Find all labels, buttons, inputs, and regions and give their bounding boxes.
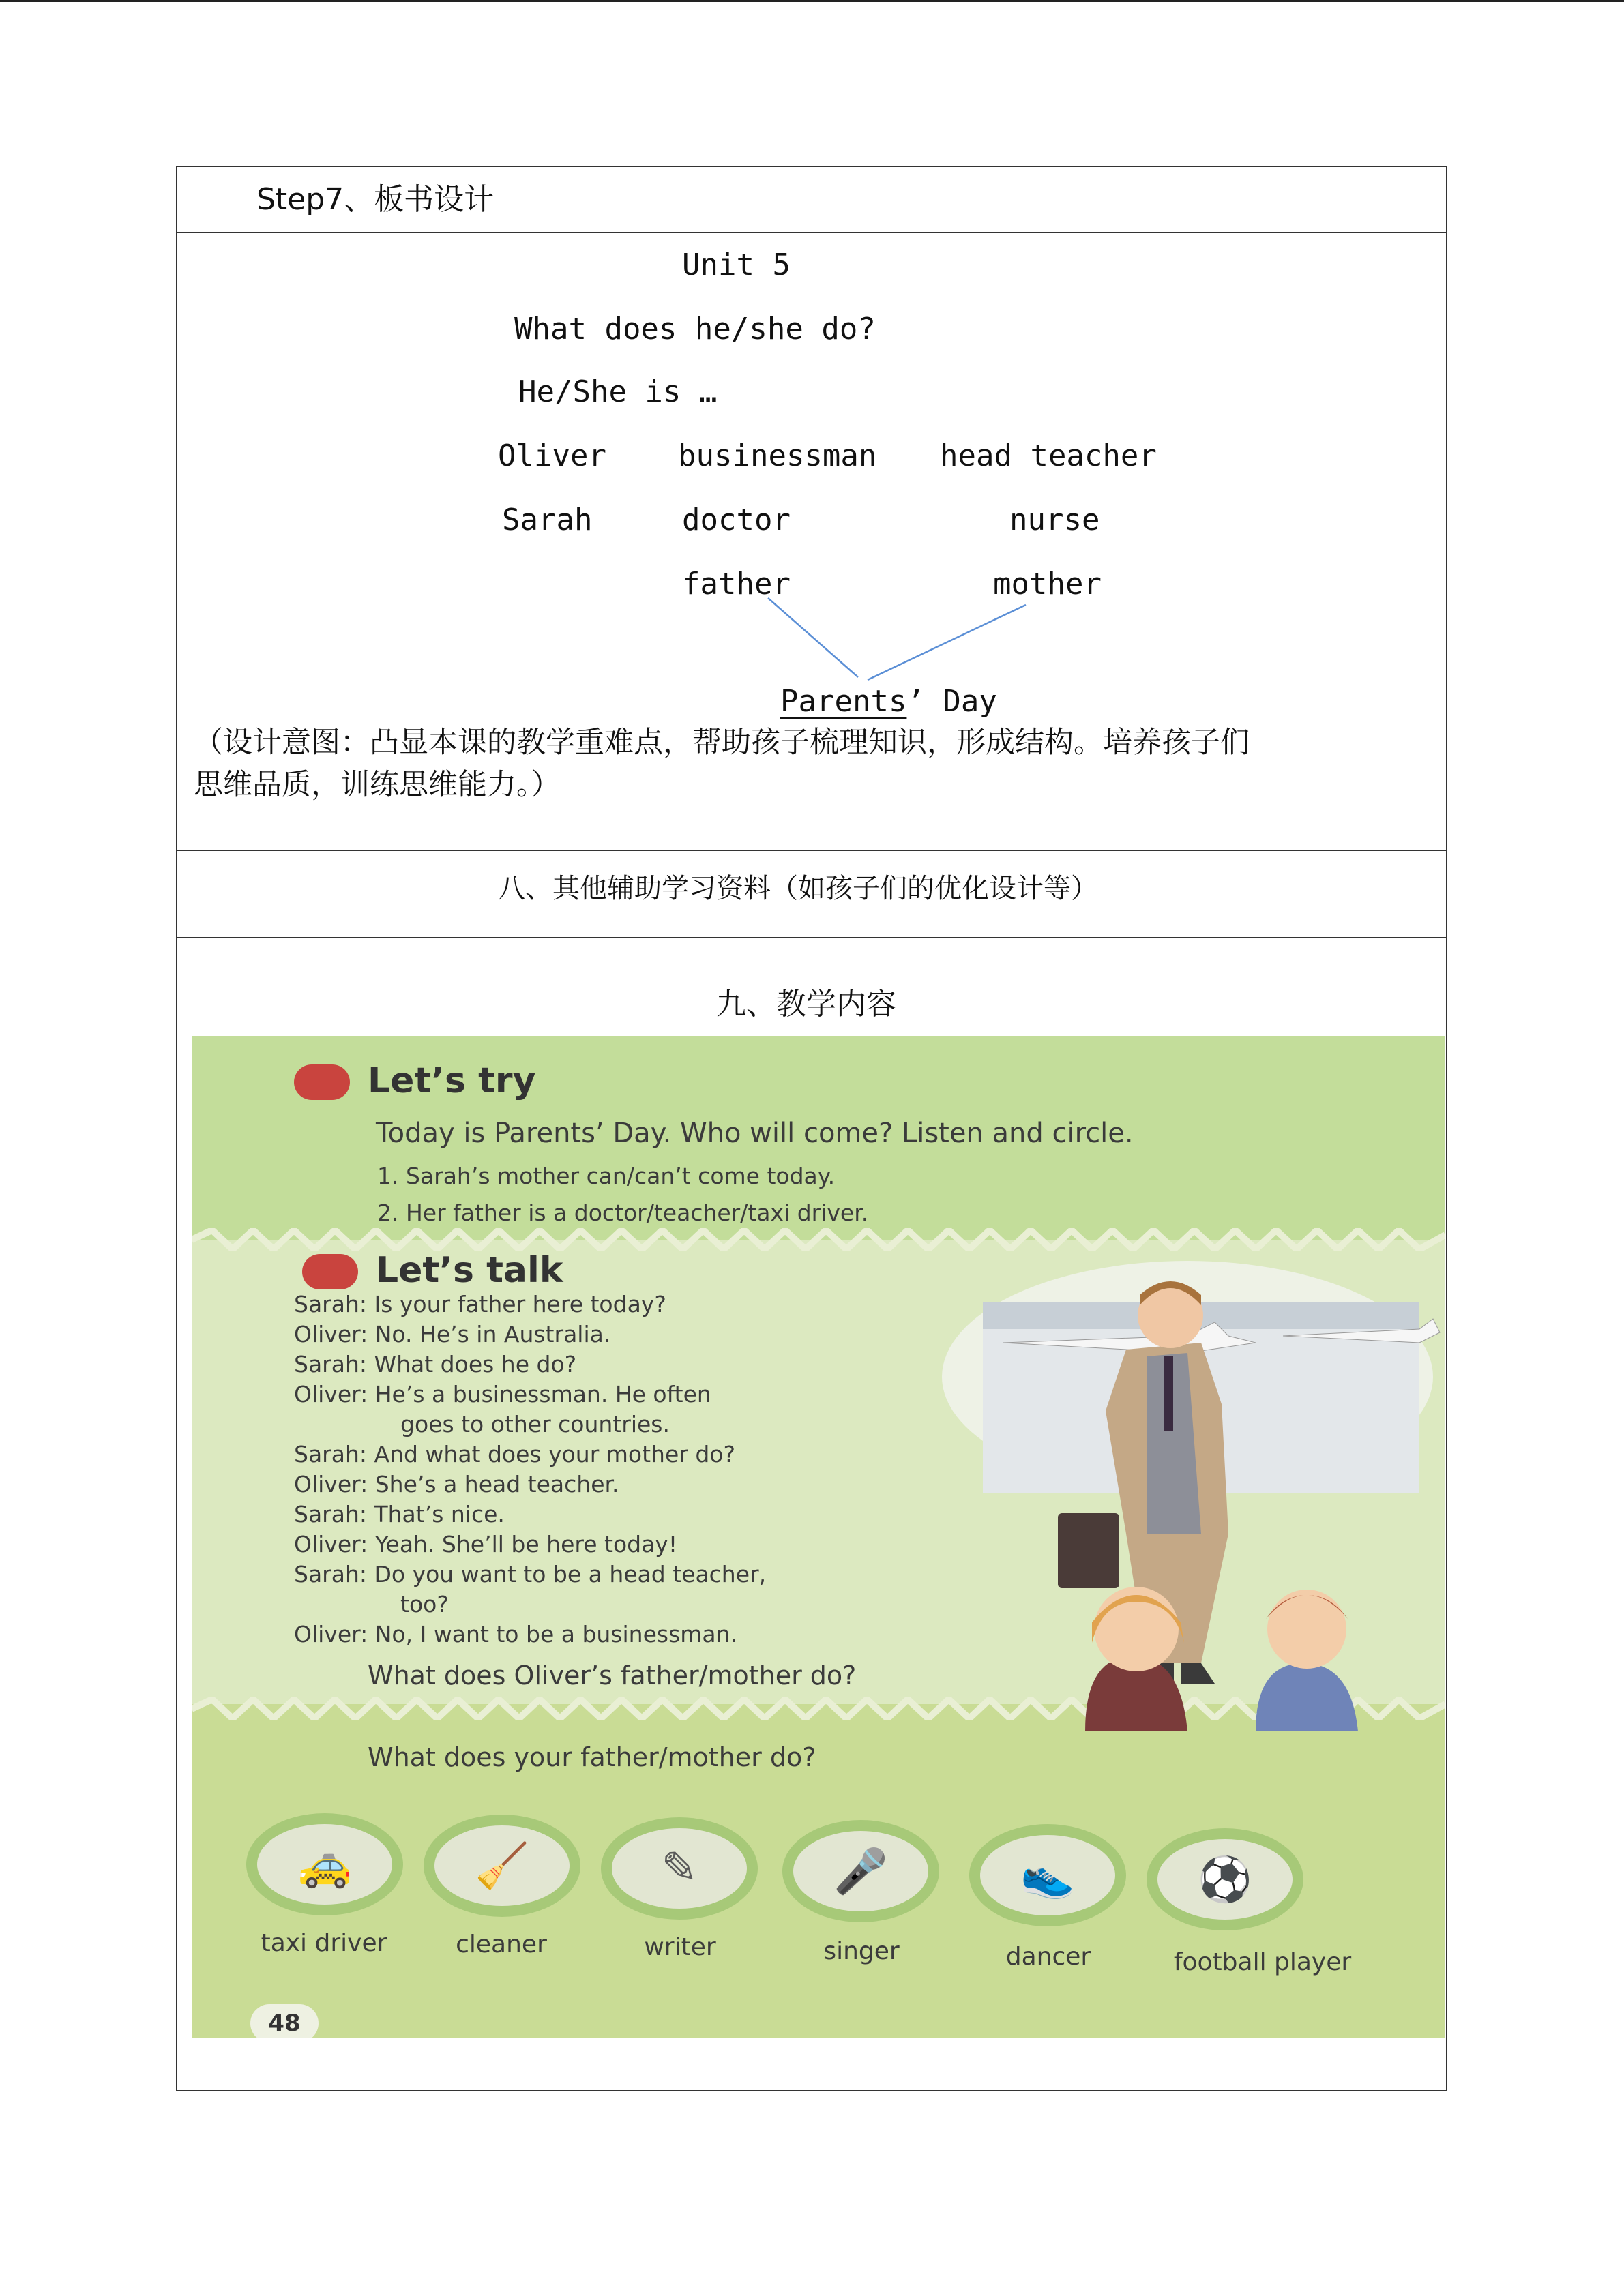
dialogue-line: Oliver: She’s a head teacher. [294, 1471, 619, 1497]
dialogue-line: goes to other countries. [400, 1411, 670, 1437]
lesson-table [176, 166, 1447, 2091]
page-number: 48 [250, 2004, 319, 2038]
dialogue-line: Sarah: And what does your mother do? [294, 1441, 735, 1467]
board-day: ’ Day [906, 684, 997, 719]
job-label-writer: writer [644, 1933, 716, 1961]
job-label-taxi-driver: taxi driver [261, 1929, 387, 1957]
design-intent-line2: 思维品质，训练思维能力。） [194, 768, 561, 802]
dialogue-line: Oliver: No. He’s in Australia. [294, 1321, 611, 1347]
board-job-head-teacher: head teacher [940, 438, 1157, 473]
jobs-question: What does your father/mother do? [368, 1742, 816, 1772]
section8-title: 八、其他辅助学习资料（如孩子们的优化设计等） [498, 873, 1098, 904]
dialogue-line: Sarah: That’s nice. [294, 1501, 505, 1527]
dialogue-line: Oliver: He’s a businessman. He often [294, 1381, 711, 1407]
step-header: Step7、板书设计 [256, 182, 494, 217]
dialogue-line: Sarah: Do you want to be a head teacher, [294, 1561, 767, 1587]
job-label-dancer: dancer [1005, 1943, 1091, 1971]
dialogue-line: Oliver: No, I want to be a businessman. [294, 1621, 738, 1648]
board-word-father: father [682, 567, 791, 601]
dialogue-line: too? [400, 1591, 449, 1617]
page-top-border [0, 0, 1624, 2]
board-word-mother: mother [993, 567, 1102, 601]
lets-try-badge-icon [294, 1064, 350, 1100]
textbook-photo [192, 1036, 1445, 2038]
board-parents-day [780, 683, 997, 721]
design-intent-line1: （设计意图：凸显本课的教学重难点，帮助孩子梳理知识，形成结构。培养孩子们 [194, 726, 1250, 760]
dialogue-line: Sarah: Is your father here today? [294, 1291, 666, 1317]
bucket-mop-icon: 🧹 [424, 1815, 580, 1917]
board-parents-underlined: Parents [780, 684, 907, 719]
lets-talk-title: Let’s talk [376, 1250, 563, 1291]
row-divider [177, 850, 1446, 851]
lets-talk-badge-icon [302, 1254, 358, 1289]
board-job-doctor: doctor [682, 503, 791, 537]
taxi-icon: 🚕 [246, 1813, 403, 1915]
dialogue-line: Oliver: Yeah. She’ll be here today! [294, 1531, 678, 1557]
lets-try-q1: 1. Sarah’s mother can/can’t come today. [377, 1163, 836, 1189]
board-name-sarah: Sarah [502, 503, 593, 537]
ballet-shoes-icon: 👟 [969, 1824, 1126, 1926]
board-question: What does he/she do? [514, 312, 876, 346]
lets-try-title: Let’s try [368, 1060, 536, 1101]
job-label-cleaner: cleaner [456, 1930, 547, 1958]
dialogue-line: Sarah: What does he do? [294, 1351, 577, 1377]
lets-try-intro: Today is Parents’ Day. Who will come? Listen and circle. [376, 1118, 1134, 1149]
pen-paper-icon: ✎ [601, 1817, 758, 1920]
job-label-singer: singer [823, 1937, 900, 1965]
lets-talk-question: What does Oliver’s father/mother do? [368, 1660, 857, 1690]
row-divider [177, 937, 1446, 938]
lets-try-q2: 2. Her father is a doctor/teacher/taxi driver. [377, 1199, 869, 1226]
board-answer: He/She is … [518, 374, 718, 409]
section9-title: 九、教学内容 [716, 987, 896, 1022]
board-unit: Unit 5 [682, 248, 791, 282]
football-icon: ⚽ [1147, 1828, 1303, 1930]
children-illustration [1044, 1554, 1445, 1731]
microphone-guitar-icon: 🎤 [782, 1820, 939, 1922]
job-label-football-player: football player [1173, 1948, 1352, 1976]
board-job-businessman: businessman [678, 438, 877, 473]
board-name-oliver: Oliver [498, 438, 606, 473]
board-job-nurse: nurse [1009, 503, 1100, 537]
